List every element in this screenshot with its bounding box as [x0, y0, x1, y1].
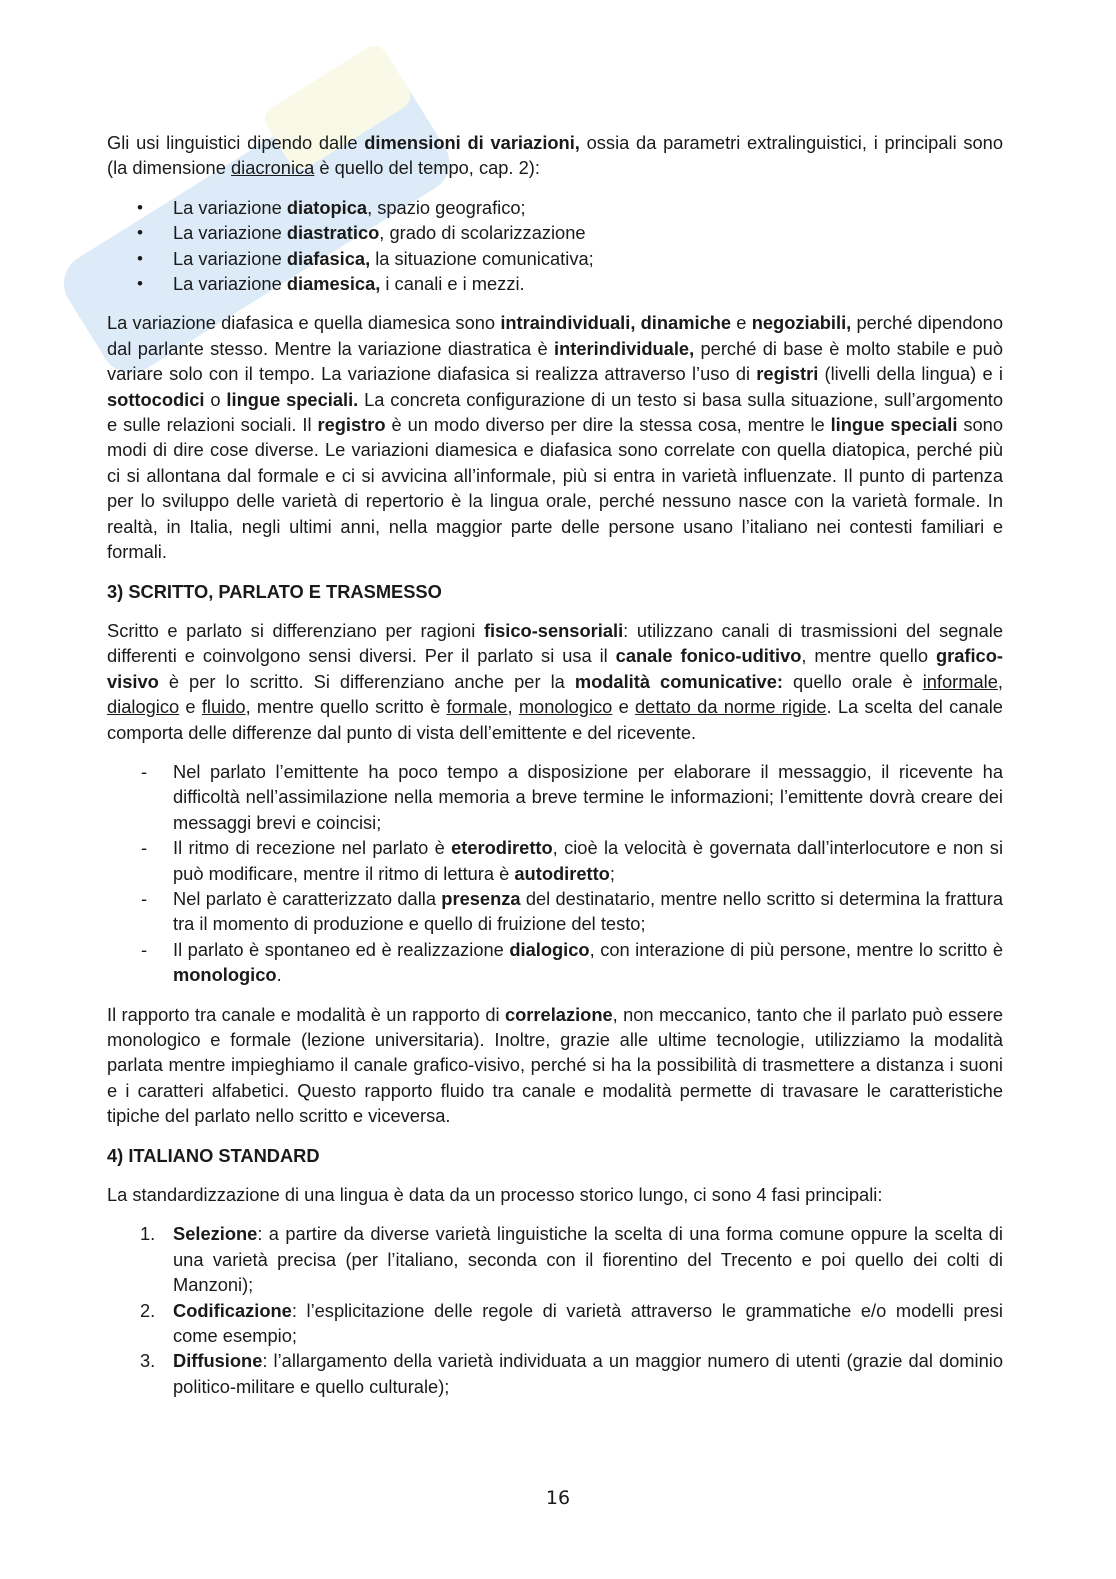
- text-run: La variazione: [173, 196, 287, 218]
- bold-term: Selezione: [173, 1223, 258, 1245]
- bold-term: interindividuale,: [553, 337, 695, 359]
- list-item: [107, 195, 1003, 220]
- text-run: sono modi di dire cose diverse. Le variazioni diamesica e diafasica sono correlate con quella diatopica, perché più ci si allontana dal formale e ci si avvicina all’informale, più si entra in varietà influenzate. Il punto di partenza per lo sviluppo delle varietà di repertorio è la lingua orale, perché nessuno nasce con la varietà formale. In realtà, in Italia, negli ultimi anni, nella maggior parte delle persone usano l’italiano nei contesti familiari e formali.: [107, 414, 1003, 563]
- bold-term: modalità comunicative:: [574, 670, 783, 692]
- text-run: La variazione: [173, 222, 287, 244]
- text-run: : a partire da diverse varietà linguistiche la scelta di una forma comune oppure la scelta di una varietà precisa (per l’italiano, seconda con il fiorentino del Trecento e poi quello dei colti di Manzoni);: [173, 1223, 1003, 1296]
- bold-term: diafasica,: [286, 247, 371, 269]
- list-item: [107, 886, 1003, 937]
- list-text: [173, 1223, 1003, 1295]
- text-run: , mentre quello scritto è: [245, 696, 447, 718]
- bold-term: registro: [317, 414, 386, 436]
- list-item: [107, 246, 1003, 271]
- phases-list: [107, 1221, 1003, 1399]
- bold-term: diatopica: [286, 196, 368, 218]
- underlined-term: informale: [922, 670, 998, 692]
- text-run: , mentre quello: [801, 645, 936, 667]
- text-run: .: [276, 964, 282, 986]
- bold-term: Diffusione: [173, 1350, 263, 1372]
- bold-term: correlazione: [504, 1003, 613, 1025]
- text-run: La variazione: [173, 273, 287, 295]
- intro-paragraph: [107, 130, 1003, 181]
- list-number: 3.: [140, 1350, 156, 1372]
- list-item: [107, 1221, 1003, 1297]
- text-run: Nel parlato l’emittente ha poco tempo a disposizione per elaborare il messaggio, il ricevente ha difficoltà nell’assimilazione nella memoria a breve termine le informazioni; l’emittente dovrà creare dei messaggi brevi e coincisi;: [173, 760, 1003, 833]
- bold-term: monologico: [173, 964, 277, 986]
- section-heading-3: 3) SCRITTO, PARLATO E TRASMESSO: [107, 580, 442, 602]
- text-run: perché di base è molto stabile e può variare solo con il tempo. La variazione diafasica si realizza attraverso l’uso di: [107, 337, 1003, 385]
- text-run: ossia da parametri extralinguistici, i principali sono (la dimensione: [107, 132, 1004, 179]
- bold-term: sottocodici: [107, 388, 205, 410]
- text-run: Il ritmo di recezione nel parlato è: [173, 837, 452, 859]
- text-run: Scritto e parlato si differenziano per ragioni: [107, 619, 484, 641]
- underlined-term: diacronica: [230, 157, 315, 179]
- text-run: . La scelta del canale comporta delle differenze dal punto di vista dell’emittente e del ricevente.: [107, 696, 1003, 743]
- text-run: , grado di scolarizzazione: [379, 222, 586, 244]
- text-run: La standardizzazione di una lingua è data da un processo storico lungo, ci sono 4 fasi principali:: [107, 1184, 883, 1206]
- text-run: e: [179, 696, 202, 718]
- list-number: 1.: [140, 1223, 156, 1245]
- text-run: , spazio geografico;: [367, 196, 526, 218]
- list-item: [107, 759, 1003, 835]
- list-item: [107, 1298, 1003, 1349]
- text-run: ,: [507, 696, 519, 718]
- text-run: , con interazione di più persone, mentre lo scritto è: [589, 938, 1003, 960]
- written-spoken-paragraph: [107, 618, 1003, 745]
- text-run: Nel parlato è caratterizzato dalla: [173, 887, 442, 909]
- text-run: è un modo diverso per dire la stessa cosa, mentre le: [385, 414, 831, 436]
- variation-list: [107, 195, 1003, 297]
- text-run: , non meccanico, tanto che il parlato può essere monologico e formale (lezione universitaria). Inoltre, grazie alle ultime tecnologie, utilizziamo la modalità parlata mentre impieghiamo il canale grafico-visivo, perché si ha la possibilità di trasmettere a distanza i suoni e i caratteri alfabetici. Questo rapporto fluido tra canale e modalità permette di travasare le caratteristiche tipiche del parlato nello scritto e viceversa.: [107, 1003, 1003, 1127]
- bold-term: Codificazione: [173, 1299, 292, 1321]
- text-run: La variazione: [173, 247, 287, 269]
- text-run: perché dipendono dal parlante stesso. Mentre la variazione diastratica è: [107, 312, 1003, 359]
- bold-term: lingue speciali.: [226, 388, 359, 410]
- text-run: Il rapporto tra canale e modalità è un rapporto di: [107, 1003, 505, 1025]
- text-run: i canali e i mezzi.: [380, 273, 525, 295]
- text-run: La variazione diafasica e quella diamesica sono: [107, 312, 501, 334]
- bold-term: intraindividuali,: [500, 312, 636, 334]
- underlined-term: monologico: [518, 696, 613, 718]
- list-item: [107, 937, 1003, 988]
- text-run: : l’esplicitazione delle regole di varietà attraverso le grammatiche e/o modelli presi come esempio;: [173, 1299, 1003, 1347]
- text-run: quello orale è: [782, 670, 923, 692]
- bold-term: eterodiretto: [451, 837, 553, 859]
- text-run: è quello del tempo, cap. 2):: [314, 157, 540, 179]
- bold-term: presenza: [441, 887, 521, 909]
- bold-term: autodiretto: [514, 862, 610, 884]
- bold-term: canale fonico-uditivo: [615, 645, 802, 667]
- list-number: 2.: [140, 1299, 156, 1321]
- variation-paragraph: [107, 310, 1003, 564]
- bold-term: lingue speciali: [830, 414, 958, 436]
- text-run: e: [731, 312, 752, 334]
- bold-term: fisico-sensoriali: [483, 619, 624, 641]
- text-run: (livelli della lingua) e i: [818, 363, 1003, 385]
- bold-term: diamesica,: [286, 273, 381, 295]
- text-run: : utilizzano canali di trasmissioni del segnale differenti e coinvolgono sensi diversi. Per il parlato si usa il: [107, 619, 1003, 667]
- list-item: [107, 1348, 1003, 1399]
- underlined-term: fluido: [201, 696, 246, 718]
- list-item: [107, 271, 1003, 296]
- spoken-points-list: [107, 759, 1003, 988]
- text-run: : l’allargamento della varietà individuata a un maggior numero di utenti (grazie dal dominio politico-militare e quello culturale);: [173, 1350, 1003, 1397]
- bold-term: dialogico: [509, 938, 590, 960]
- list-text: [173, 1300, 1003, 1346]
- text-run: è per lo scritto. Si differenziano anche per la: [158, 670, 575, 692]
- underlined-term: formale: [446, 696, 508, 718]
- document-page: [107, 130, 1003, 1413]
- bold-term: dimensioni di variazioni,: [364, 132, 580, 153]
- bold-term: registri: [756, 363, 819, 385]
- section-heading-4: 4) ITALIANO STANDARD: [107, 1144, 320, 1166]
- text-run: La concreta configurazione di un testo si basa sulla situazione, sull’argomento e sulle relazioni sociali. Il: [107, 388, 1003, 436]
- list-item: [107, 220, 1003, 245]
- text-run: , cioè la velocità è governata dall’interlocutore e non si può modificare, mentre il ritmo di lettura è: [173, 837, 1004, 884]
- text-run: la situazione comunicativa;: [370, 247, 594, 269]
- underlined-term: dettato da norme rigide: [635, 696, 827, 718]
- text-run: e: [612, 696, 635, 718]
- bold-term: grafico-visivo: [107, 645, 1003, 692]
- bold-term: dinamiche: [640, 312, 732, 334]
- page-number: 16: [545, 1487, 571, 1509]
- list-text: [173, 1350, 1003, 1396]
- list-item: [107, 835, 1003, 886]
- text-run: del destinatario, mentre nello scritto si determina la frattura tra il momento di produzione e quello di fruizione del testo;: [173, 887, 1003, 935]
- standardization-paragraph: [107, 1182, 1003, 1207]
- channel-modality-paragraph: [107, 1002, 1003, 1129]
- bold-term: diastratico: [286, 222, 380, 244]
- text-run: o: [204, 388, 227, 410]
- text-run: Il parlato è spontaneo ed è realizzazione: [173, 938, 510, 960]
- underlined-term: dialogico: [107, 696, 180, 718]
- text-run: ,: [997, 670, 1003, 692]
- text-run: ;: [609, 862, 615, 884]
- text-run: Gli usi linguistici dipendo dalle: [107, 132, 365, 153]
- bold-term: negoziabili,: [751, 312, 852, 334]
